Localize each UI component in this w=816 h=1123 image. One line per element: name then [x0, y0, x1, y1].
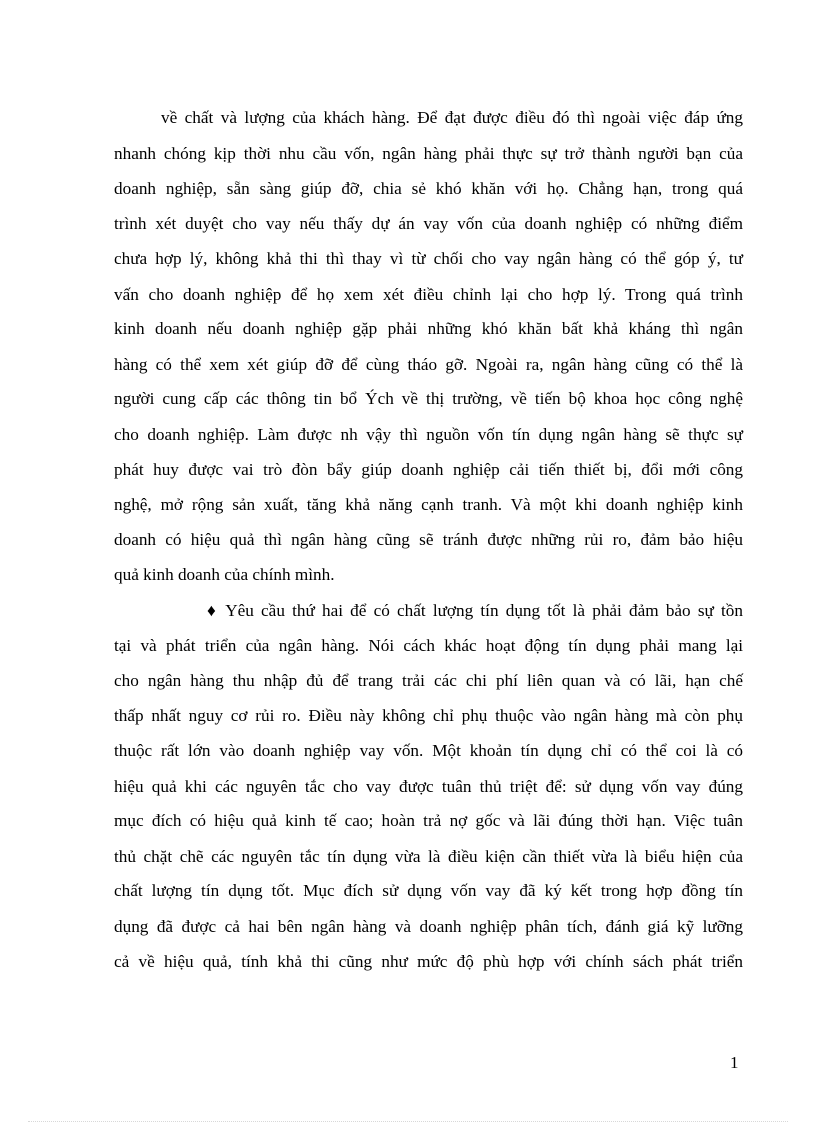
paragraph-1-line-10: cho doanh nghiệp. Làm được nh vậy thì nguồn vốn tín dụng ngân hàng sẽ thực sự: [114, 425, 743, 444]
paragraph-2-line-1: ♦ Yêu cầu thứ hai để có chất lượng tín dụng tốt là phải đảm bảo sự tồn: [207, 601, 743, 620]
paragraph-1-line-1: về chất và lượng của khách hàng. Để đạt được điều đó thì ngoài việc đáp ứng: [161, 108, 743, 127]
paragraph-1-line-6: vấn cho doanh nghiệp để họ xem xét điều chỉnh lại cho hợp lý. Trong quá trình: [114, 285, 743, 304]
paragraph-1-line-5: chưa hợp lý, không khả thi thì thay vì từ chối cho vay ngân hàng có thể góp ý, tư: [114, 249, 743, 268]
paragraph-1-line-7: kinh doanh nếu doanh nghiệp gặp phải những khó khăn bất khả kháng thì ngân: [114, 319, 743, 338]
paragraph-1-line-14: quả kinh doanh của chính mình.: [114, 565, 335, 584]
paragraph-2-line-9: chất lượng tín dụng tốt. Mục đích sử dụng vốn vay đã ký kết trong hợp đồng tín: [114, 881, 743, 900]
paragraph-2-line-3: cho ngân hàng thu nhập đủ để trang trải các chi phí liên quan và có lãi, hạn chế: [114, 671, 743, 690]
paragraph-2-line-7: mục đích có hiệu quả kinh tế cao; hoàn trả nợ gốc và lãi đúng thời hạn. Việc tuân: [114, 811, 743, 830]
paragraph-1-line-4: trình xét duyệt cho vay nếu thấy dự án vay vốn của doanh nghiệp có những điểm: [114, 214, 743, 233]
paragraph-2-line-5: thuộc rất lớn vào doanh nghiệp vay vốn. Một khoản tín dụng chỉ có thể coi là có: [114, 741, 743, 760]
paragraph-2-line-2: tại và phát triển của ngân hàng. Nói cách khác hoạt động tín dụng phải mang lại: [114, 636, 743, 655]
paragraph-2-line-6: hiệu quả khi các nguyên tắc cho vay được tuân thủ triệt để: sử dụng vốn vay đúng: [114, 777, 743, 796]
paragraph-1-line-11: phát huy được vai trò đòn bẩy giúp doanh nghiệp cải tiến thiết bị, đổi mới công: [114, 460, 743, 479]
paragraph-1-line-8: hàng có thể xem xét giúp đỡ để cùng tháo gỡ. Ngoài ra, ngân hàng cũng có thể là: [114, 355, 743, 374]
paragraph-1-line-2: nhanh chóng kịp thời nhu cầu vốn, ngân hàng phải thực sự trở thành người bạn của: [114, 144, 743, 163]
paragraph-2-line-8: thủ chặt chẽ các nguyên tắc tín dụng vừa là điều kiện cần thiết vừa là biểu hiện của: [114, 847, 743, 866]
paragraph-1-line-9: người cung cấp các thông tin bổ Ých về thị trường, về tiến bộ khoa học công nghệ: [114, 389, 743, 408]
page-number: 1: [730, 1053, 739, 1072]
paragraph-2-line-11: cả về hiệu quả, tính khả thi cũng như mức độ phù hợp với chính sách phát triển: [114, 952, 743, 971]
paragraph-2-line-4: thấp nhất nguy cơ rủi ro. Điều này không chỉ phụ thuộc vào ngân hàng mà còn phụ: [114, 706, 743, 725]
paragraph-1-line-12: nghệ, mở rộng sản xuất, tăng khả năng cạnh tranh. Và một khi doanh nghiệp kinh: [114, 495, 743, 514]
paragraph-1-line-13: doanh có hiệu quả thì ngân hàng cũng sẽ tránh được những rủi ro, đảm bảo hiệu: [114, 530, 743, 549]
paragraph-1-line-3: doanh nghiệp, sẵn sàng giúp đỡ, chia sẻ khó khăn với họ. Chẳng hạn, trong quá: [114, 179, 743, 198]
paragraph-2-line-10: dụng đã được cả hai bên ngân hàng và doanh nghiệp phân tích, đánh giá kỹ lưỡng: [114, 917, 743, 936]
footer-divider: [28, 1121, 788, 1122]
